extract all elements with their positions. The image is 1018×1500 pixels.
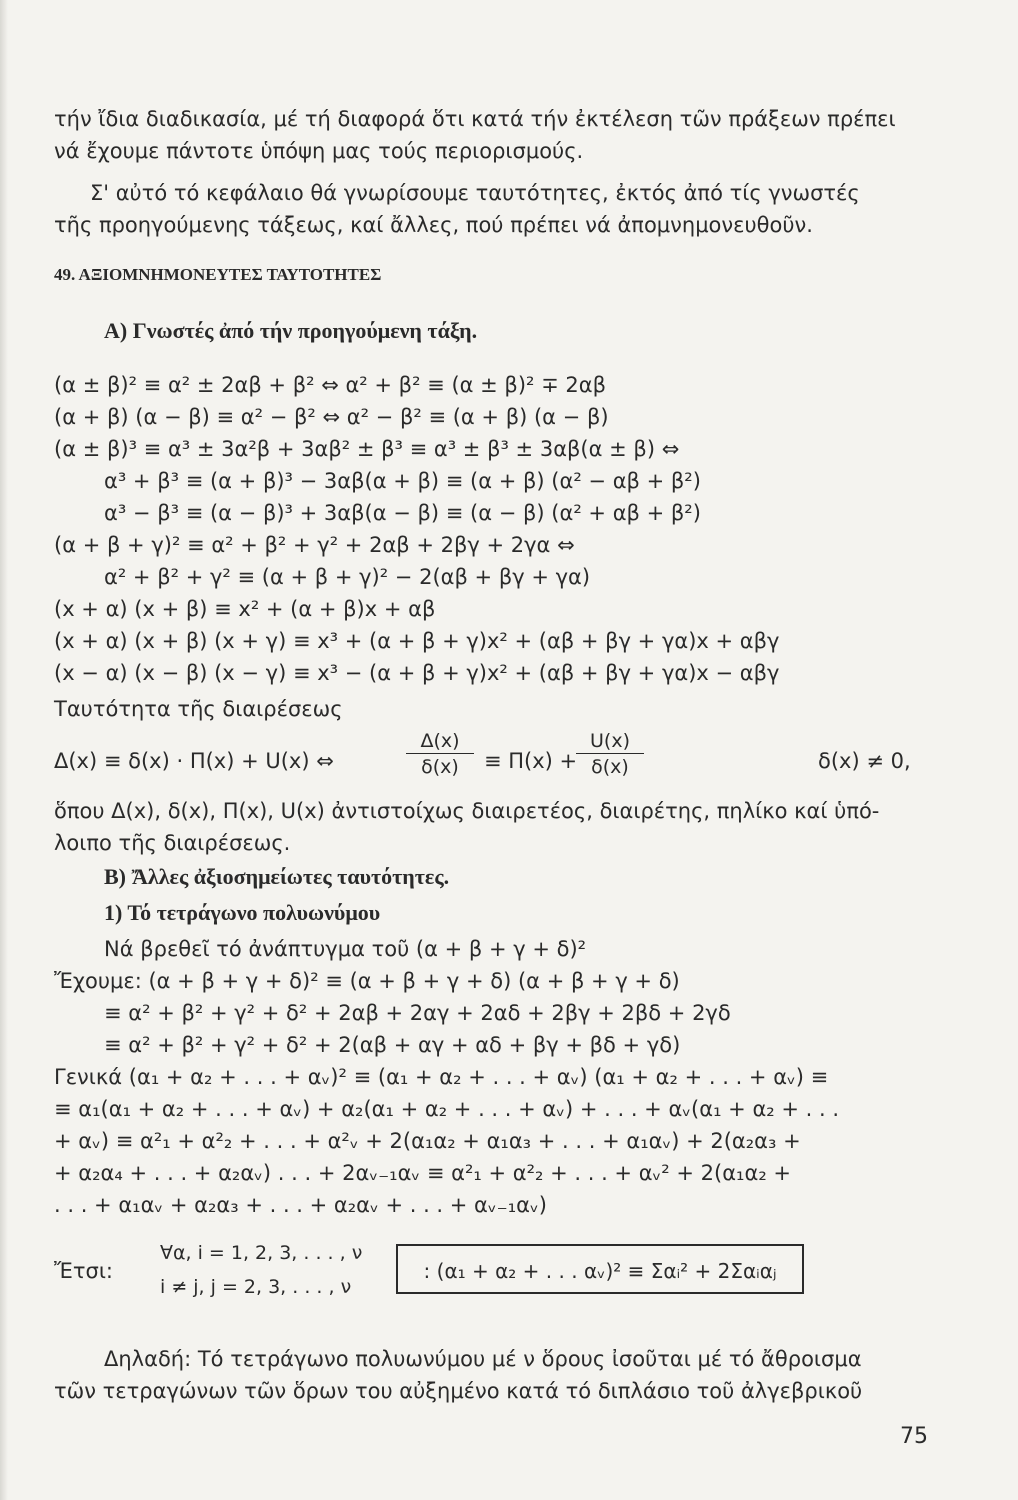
identity-6: (α + β + γ)² ≡ α² + β² + γ² + 2αβ + 2βγ + 2γα ⇔ bbox=[54, 533, 575, 557]
polynomial-line-7: + αᵥ) ≡ α²₁ + α²₂ + . . . + α²ᵥ + 2(α₁α₂ + α₁α₃ + . . . + α₁αᵥ) + 2(α₂α₃ + bbox=[54, 1129, 801, 1153]
division-left: Δ(x) ≡ δ(x) · Π(x) + U(x) ⇔ bbox=[54, 749, 334, 773]
fraction-numerator: Δ(x) bbox=[420, 730, 460, 752]
intro-line-1: τήν ἴδια διαδικασία, μέ τή διαφορά ὅτι κατά τήν ἐκτέλεση τῶν πράξεων πρέπει bbox=[54, 107, 896, 131]
division-title: Ταυτότητα τῆς διαιρέσεως bbox=[54, 697, 343, 721]
section-heading: 49. ΑΞΙΟΜΝΗΜΟΝΕΥΤΕΣ ΤΑΥΤΟΤΗΤΕΣ bbox=[54, 265, 382, 284]
identity-7: α² + β² + γ² ≡ (α + β + γ)² − 2(αβ + βγ + γα) bbox=[104, 565, 591, 589]
conclusion-line-1: Δηλαδή: Τό τετράγωνο πολυωνύμου μέ ν ὅρους ἰσοῦται μέ τό ἄθροισμα bbox=[104, 1347, 862, 1371]
polynomial-line-5: Γενικά (α₁ + α₂ + . . . + αᵥ)² ≡ (α₁ + α₂ + . . . + αᵥ) (α₁ + α₂ + . . . + αᵥ) ≡ bbox=[54, 1065, 829, 1089]
conclusion-line-2: τῶν τετραγώνων τῶν ὅρων του αὐξημένο κατά τό διπλάσιο τοῦ ἀλγεβρικοῦ bbox=[54, 1379, 863, 1403]
subsection-1-heading: 1) Τό τετράγωνο πολυωνύμου bbox=[104, 900, 381, 925]
polynomial-line-8: + α₂α₄ + . . . + α₂αᵥ) . . . + 2αᵥ₋₁αᵥ ≡ α²₁ + α²₂ + . . . + αᵥ² + 2(α₁α₂ + bbox=[54, 1161, 792, 1185]
identity-4: α³ + β³ ≡ (α + β)³ − 3αβ(α + β) ≡ (α + β) (α² − αβ + β²) bbox=[104, 469, 701, 493]
division-note-2: λοιπο τῆς διαιρέσεως. bbox=[54, 831, 291, 855]
division-condition: δ(x) ≠ 0, bbox=[818, 749, 911, 773]
fraction-denominator: δ(x) bbox=[576, 753, 644, 778]
condition-line-2: i ≠ j, j = 2, 3, . . . , ν bbox=[160, 1276, 352, 1298]
intro-line-3: Σ' αὐτό τό κεφάλαιο θά γνωρίσουμε ταυτότητες, ἐκτός ἀπό τίς γνωστές bbox=[90, 181, 860, 205]
identity-9: (x + α) (x + β) (x + γ) ≡ x³ + (α + β + γ)x² + (αβ + βγ + γα)x + αβγ bbox=[54, 629, 780, 653]
polynomial-line-3: ≡ α² + β² + γ² + δ² + 2αβ + 2αγ + 2αδ + 2βγ + 2βδ + 2γδ bbox=[104, 1001, 731, 1025]
boxed-formula: : (α₁ + α₂ + . . . αᵥ)² ≡ Σαᵢ² + 2Σαᵢαⱼ bbox=[423, 1259, 777, 1283]
identity-1: (α ± β)² ≡ α² ± 2αβ + β² ⇔ α² + β² ≡ (α ± β)² ∓ 2αβ bbox=[54, 373, 606, 397]
part-a-heading: Α) Γνωστές ἀπό τήν προηγούμενη τάξη. bbox=[104, 318, 478, 343]
polynomial-line-4: ≡ α² + β² + γ² + δ² + 2(αβ + αγ + αδ + βγ + βδ + γδ) bbox=[104, 1033, 681, 1057]
division-note-1: ὅπου Δ(x), δ(x), Π(x), U(x) ἀντιστοίχως διαιρετέος, διαιρέτης, πηλίκο καί ὑπό- bbox=[54, 799, 880, 823]
fraction-u-over-delta bbox=[576, 730, 644, 778]
part-b-heading: Β) Ἄλλες ἀξιοσημείωτες ταυτότητες. bbox=[104, 864, 450, 889]
polynomial-line-6: ≡ α₁(α₁ + α₂ + . . . + αᵥ) + α₂(α₁ + α₂ + . . . + αᵥ) + . . . + αᵥ(α₁ + α₂ + . . . bbox=[54, 1097, 840, 1121]
polynomial-line-9: . . . + α₁αᵥ + α₂α₃ + . . . + α₂αᵥ + . . . + αᵥ₋₁αᵥ) bbox=[54, 1193, 547, 1217]
fraction-denominator: δ(x) bbox=[406, 753, 474, 778]
page-number: 75 bbox=[900, 1424, 928, 1449]
condition-line-1: ∀α, i = 1, 2, 3, . . . , ν bbox=[160, 1242, 363, 1264]
identity-10: (x − α) (x − β) (x − γ) ≡ x³ − (α + β + γ)x² + (αβ + βγ + γα)x − αβγ bbox=[54, 661, 780, 685]
scan-edge-shadow bbox=[0, 0, 8, 1500]
identity-3: (α ± β)³ ≡ α³ ± 3α²β + 3αβ² ± β³ ≡ α³ ± β³ ± 3αβ(α ± β) ⇔ bbox=[54, 437, 680, 461]
polynomial-line-2: Ἔχουμε: (α + β + γ + δ)² ≡ (α + β + γ + δ) (α + β + γ + δ) bbox=[54, 969, 680, 993]
polynomial-line-1: Νά βρεθεῖ τό ἀνάπτυγμα τοῦ (α + β + γ + δ)² bbox=[104, 937, 587, 961]
intro-line-4: τῆς προηγούμενης τάξεως, καί ἄλλες, πού πρέπει νά ἀπομνημονευθοῦν. bbox=[54, 213, 813, 237]
fraction-numerator: U(x) bbox=[590, 730, 630, 752]
identity-5: α³ − β³ ≡ (α − β)³ + 3αβ(α − β) ≡ (α − β) (α² + αβ + β²) bbox=[104, 501, 701, 525]
etsi-label: Ἔτσι: bbox=[54, 1259, 114, 1283]
division-mid: ≡ Π(x) + bbox=[484, 749, 578, 773]
fraction-d-over-delta bbox=[406, 730, 474, 778]
identity-8: (x + α) (x + β) ≡ x² + (α + β)x + αβ bbox=[54, 597, 436, 621]
intro-line-2: νά ἔχουμε πάντοτε ὑπόψη μας τούς περιορισμούς. bbox=[54, 139, 584, 163]
identity-2: (α + β) (α − β) ≡ α² − β² ⇔ α² − β² ≡ (α + β) (α − β) bbox=[54, 405, 609, 429]
